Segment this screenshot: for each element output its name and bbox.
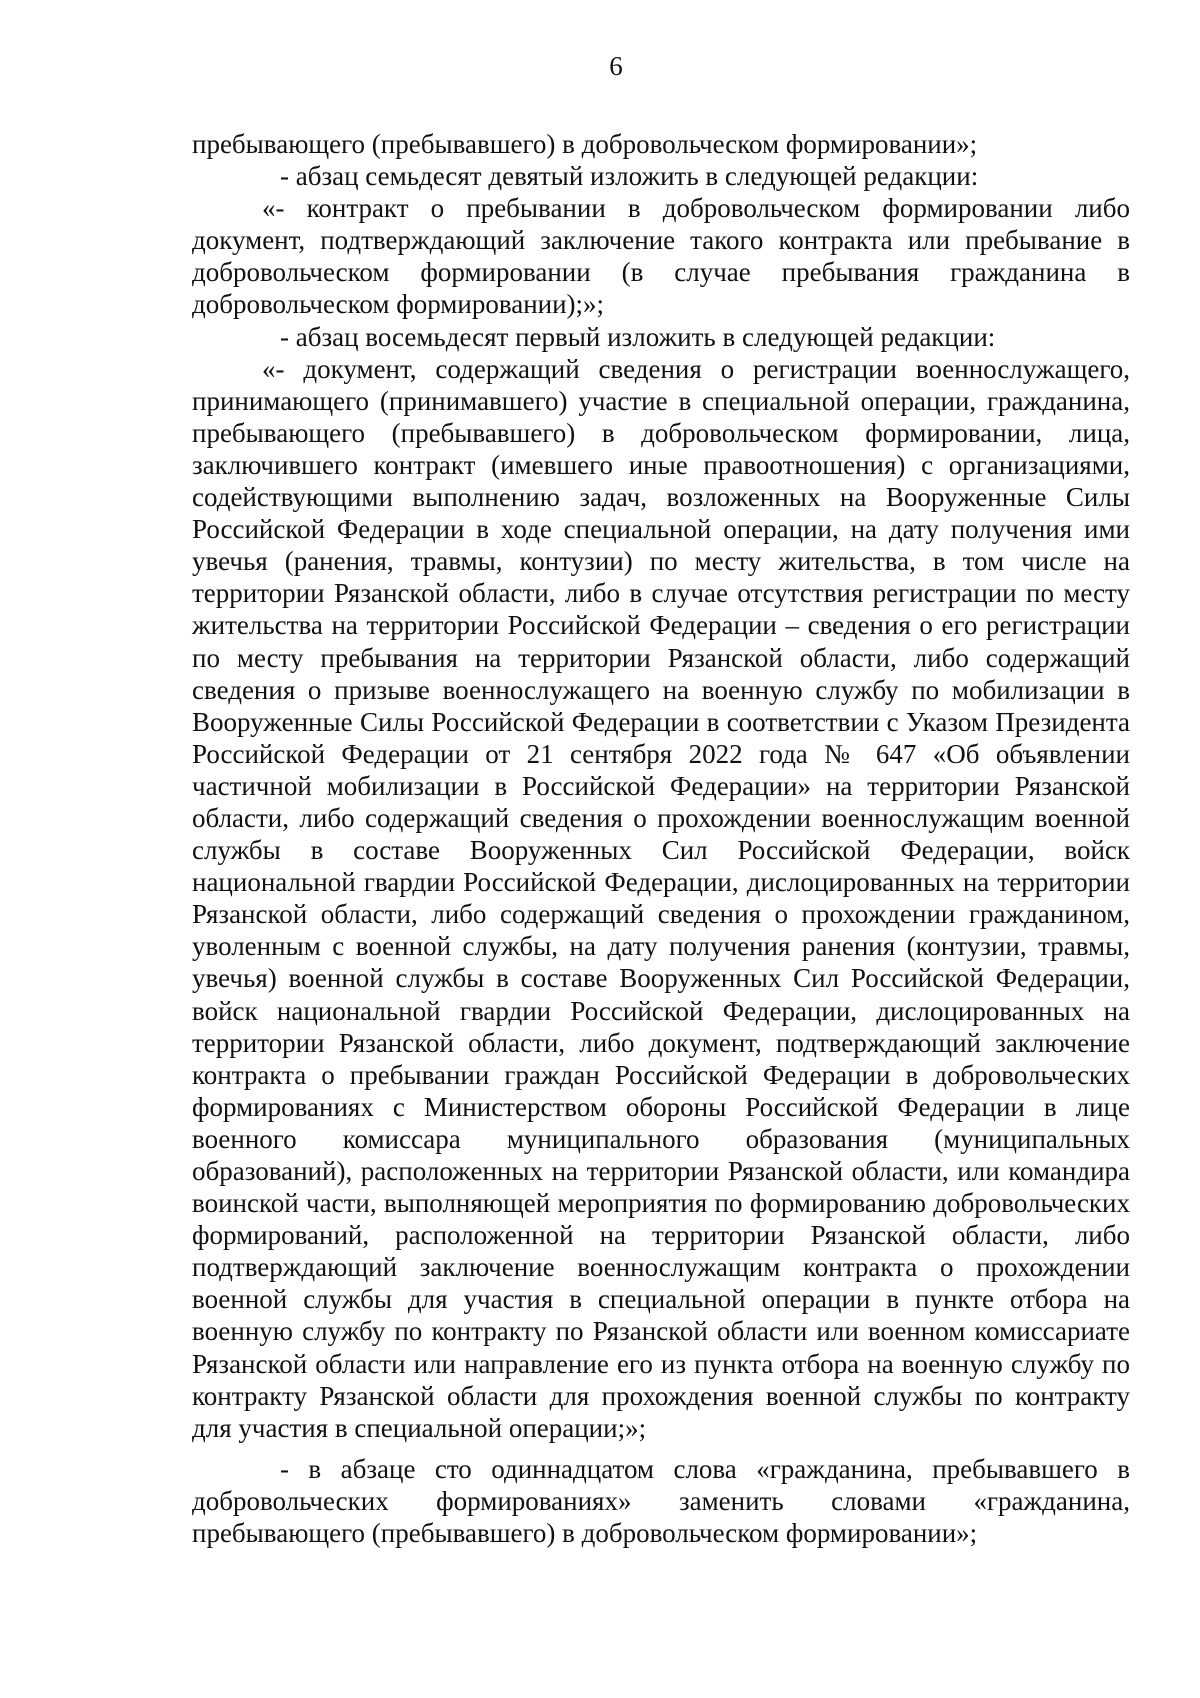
- paragraph-amendment-79: - абзац семьдесят девятый изложить в следующей редакции:: [280, 161, 979, 192]
- paragraph-new-text-81: «- документ, содержащий сведения о регистрации военнослужащего, принимающего (принимавшего) участие в специальной операции, гражданина, пребывающего (пребывавшего) в добровольческом формировании, лица, заключившего контракт (имевшего иные правоотношения) с организациями, содействующими выполнению задач, возложенных на Вооруженные Силы Российской Федерации в ходе специальной операции, на дату получения ими увечья (ранения, травмы, контузии) по месту жительства, в том числе на территории Рязанской области, либо в случае отсутствия регистрации по месту жительства на территории Российской Федерации – сведения о его регистрации по месту пребывания на территории Рязанской области, либо содержащий сведения о призыве военнослужащего на военную службу по мобилизации в Вооруженные Силы Российской Федерации в соответствии с Указом Президента Российской Федерации от 21 сентября 2022 года № 647 «Об объявлении частичной мобилизации в Российской Федерации» на территории Рязанской области, либо содержащий сведения о прохождении военнослужащим военной службы в составе Вооруженных Сил Российской Федерации, войск национальной гвардии Российской Федерации, дислоцированных на территории Рязанской области, либо содержащий сведения о прохождении гражданином, уволенным с военной службы, на дату получения ранения (контузии, травмы, увечья) военной службы в составе Вооруженных Сил Российской Федерации, войск национальной гвардии Российской Федерации, дислоцированных на территории Рязанской области, либо документ, подтверждающий заключение контракта о пребывании граждан Российской Федерации в добровольческих формированиях с Министерством обороны Российской Федерации в лице военного комиссара муниципального образования (муниципальных образований), расположенных на территории Рязанской области, или командира воинской части, выполняющей мероприятия по формированию добровольческих формирований, расположенной на территории Рязанской области, либо подтверждающий заключение военнослужащим контракта о прохождении военной службы для участия в специальной операции в пункте отбора на военную службу по контракту по Рязанской области или военном комиссариате Рязанской области или направление его из пункта отбора на военную службу по контракту Рязанской области для прохождения военной службы по контракту для участия в специальной операции;»;: [192, 353, 1130, 1443]
- paragraph-new-text-79: «- контракт о пребывании в добровольческом формировании либо документ, подтверждающий заключение такого контракта или пребывание в добровольческом формировании (в случае пребывания гражданина в добровольческом формировании);»;: [192, 193, 1130, 320]
- page-number: 6: [609, 51, 623, 81]
- document-body: [192, 128, 1130, 1549]
- paragraph-amendment-81: - абзац восемьдесят первый изложить в следующей редакции:: [280, 321, 996, 352]
- paragraph-amendment-111: - в абзаце сто одиннадцатом слова «гражданина, пребывавшего в добровольческих формированиях» заменить словами «гражданина, пребывающего (пребывавшего) в добровольческом формировании»;: [192, 1453, 1130, 1549]
- paragraph-continuation: пребывающего (пребывавшего) в добровольческом формировании»;: [192, 129, 978, 159]
